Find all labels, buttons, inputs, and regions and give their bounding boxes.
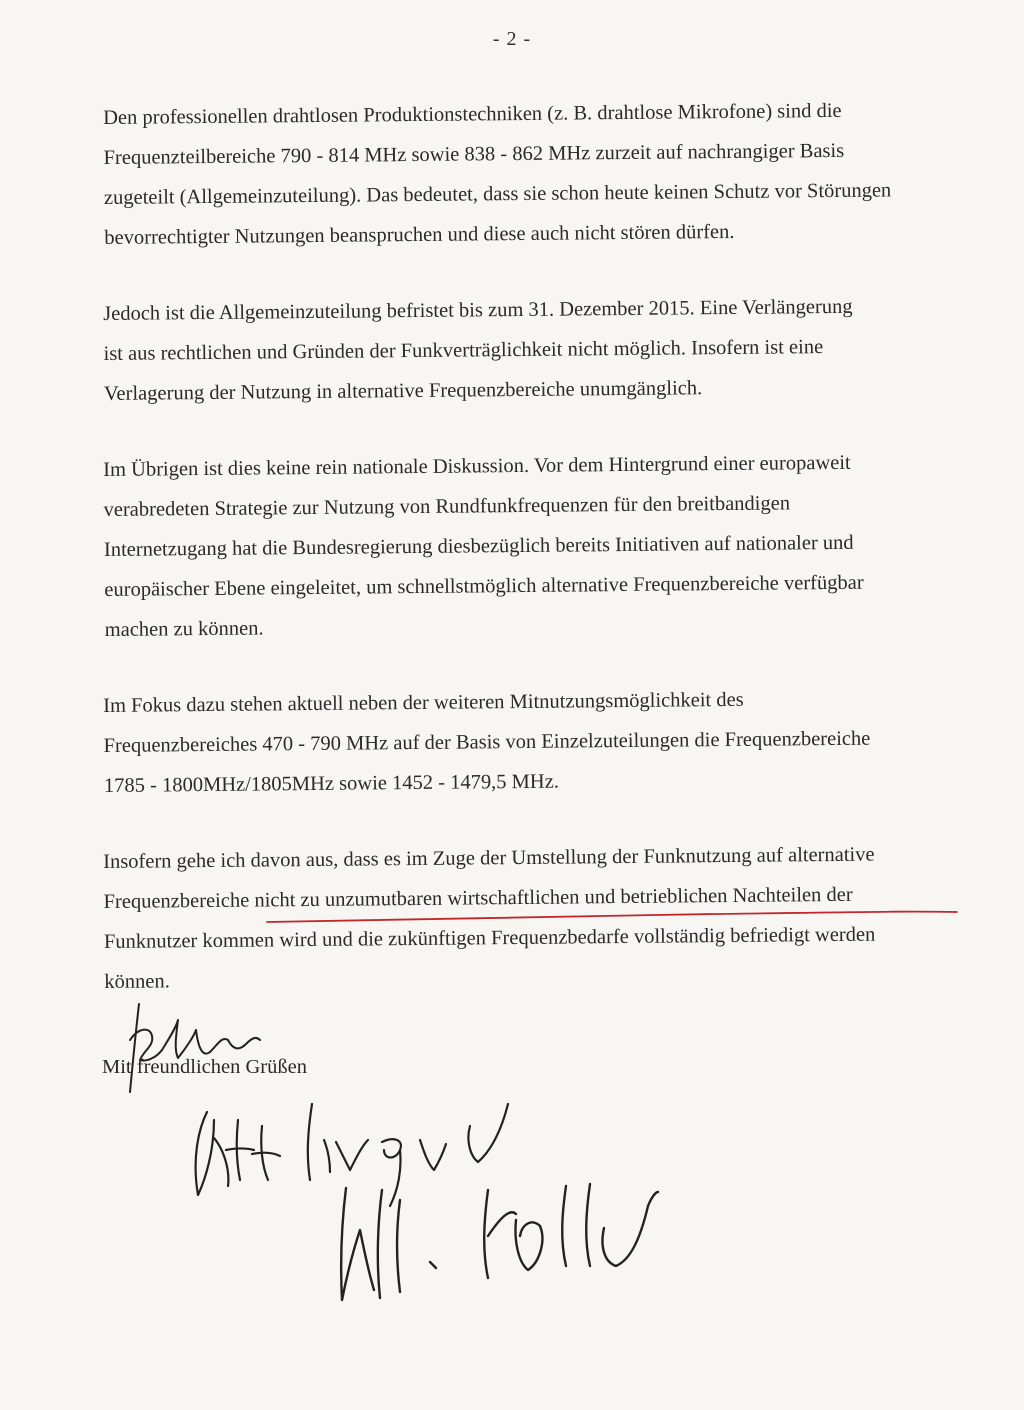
paragraph-line: ist aus rechtlichen und Gründen der Funkverträglichkeit nicht möglich. Insofern ist eine xyxy=(103,336,824,365)
paragraph-line: 1785 - 1800MHz/1805MHz sowie 1452 - 1479,5 MHz. xyxy=(103,770,559,797)
paragraph-line: Verlagerung der Nutzung in alternative Frequenzbereiche unumgänglich. xyxy=(103,377,703,405)
paragraph-line: Jedoch ist die Allgemeinzuteilung befristet bis zum 31. Dezember 2015. Eine Verlängerung xyxy=(103,295,853,325)
paragraph-3 xyxy=(103,442,985,650)
page-number: - 2 - xyxy=(492,28,532,50)
signature xyxy=(341,1184,658,1300)
paragraph-line: verabredeten Strategie zur Nutzung von Rundfunkfrequenzen für den breitbandigen xyxy=(103,492,791,521)
paragraph-line: Funknutzer kommen wird und die zukünftigen Frequenzbedarfe vollständig befriedigt werden xyxy=(103,923,876,953)
paragraph-line: Insofern gehe ich davon aus, dass es im Zuge der Umstellung der Funknutzung auf alternative xyxy=(103,843,875,873)
handwritten-greeting xyxy=(196,1104,508,1206)
paragraph-line: Internetzugang hat die Bundesregierung diesbezüglich bereits Initiativen auf nationaler und xyxy=(103,531,854,561)
red-underline-mark xyxy=(265,910,965,930)
paragraph-line: Frequenzteilbereiche 790 - 814 MHz sowie 838 - 862 MHz zurzeit auf nachrangiger Basis xyxy=(103,139,845,169)
paragraph-line: bevorrechtigter Nutzungen beanspruchen und diese auch nicht stören dürfen. xyxy=(104,220,735,249)
paragraph-line: Frequenzbereiche nicht zu unzumutbaren wirtschaftlichen und betrieblichen Nachteilen der xyxy=(103,883,853,913)
paragraph-line: Frequenzbereiches 470 - 790 MHz auf der Basis von Einzelzuteilungen die Frequenzbereiche xyxy=(103,727,871,757)
paragraph-line: Im Fokus dazu stehen aktuell neben der weiteren Mitnutzungsmöglichkeit des xyxy=(103,688,744,717)
paragraph-line: zugeteilt (Allgemeinzuteilung). Das bedeutet, dass sie schon heute keinen Schutz vor Störungen xyxy=(103,179,892,209)
paragraph-line: machen zu können. xyxy=(104,617,264,641)
closing-greeting: Mit freundlichen Grüßen xyxy=(102,1056,307,1078)
paragraph-4 xyxy=(103,678,984,806)
paragraph-line: europäischer Ebene eingeleitet, um schnellstmöglich alternative Frequenzbereiche verfügbar xyxy=(104,571,864,601)
paragraph-1 xyxy=(103,90,984,258)
paragraph-line: Den professionellen drahtlosen Produktionstechniken (z. B. drahtlose Mikrofone) sind die xyxy=(103,99,842,129)
paragraph-line: Im Übrigen ist dies keine rein nationale Diskussion. Vor dem Hintergrund einer europaweit xyxy=(103,451,851,481)
paragraph-2 xyxy=(103,286,984,414)
paragraph-line: können. xyxy=(104,970,170,993)
